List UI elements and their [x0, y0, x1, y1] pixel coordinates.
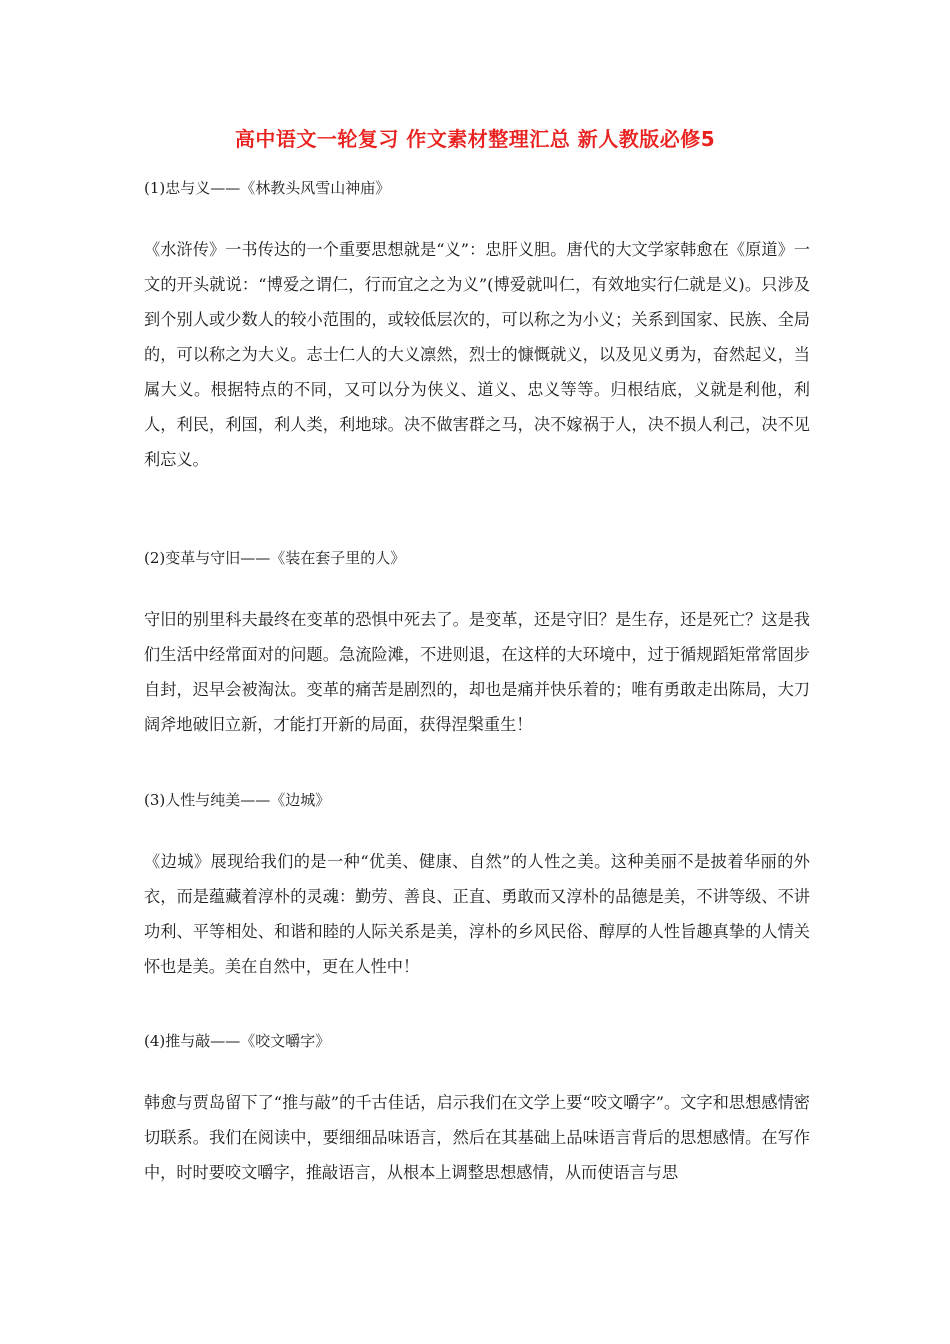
section-body-2: 守旧的别里科夫最终在变革的恐惧中死去了。是变革，还是守旧？是生存，还是死亡？这是我们生活中经常面对的问题。急流险滩，不进则退，在这样的大环境中，过于循规蹈矩常常固步自封，迟早会被淘汰。变革的痛苦是剧烈的，却也是痛并快乐着的；唯有勇敢走出陈局，大刀阔斧地破旧立新，才能打开新的局面，获得涅槃重生！ — [144, 610, 810, 734]
section-body-1: 《水浒传》一书传达的一个重要思想就是“义”：忠肝义胆。唐代的大文学家韩愈在《原道》一文的开头就说：“博爱之谓仁，行而宜之之为义”(博爱就叫仁，有效地实行仁就是义)。只涉及到个别人或少数人的较小范围的，或较低层次的，可以称之为小义；关系到国家、民族、全局的，可以称之为大义。志士仁人的大义凛然，烈士的慷慨就义，以及见义勇为，奋然起义，当属大义。根据特点的不同，又可以分为侠义、道义、忠义等等。归根结底，义就是利他，利人，利民，利国，利人类，利地球。决不做害群之马，决不嫁祸于人，决不损人利己，决不见利忘义。 — [144, 240, 810, 469]
section-body-4: 韩愈与贾岛留下了“推与敲”的千古佳话，启示我们在文学上要“咬文嚼字”。文字和思想感情密切联系。我们在阅读中，要细细品味语言，然后在其基础上品味语言背后的思想感情。在写作中，时时要咬文嚼字，推敲语言，从根本上调整思想感情，从而使语言与思 — [144, 1093, 810, 1182]
document-title: 高中语文一轮复习 作文素材整理汇总 新人教版必修5 — [234, 127, 716, 151]
section-heading-1: (1)忠与义——《林教头风雪山神庙》 — [144, 179, 391, 197]
section-heading-2: (2)变革与守旧——《装在套子里的人》 — [144, 549, 406, 567]
section-body-3: 《边城》展现给我们的是一种“优美、健康、自然”的人性之美。这种美丽不是披着华丽的外衣，而是蕴藏着淳朴的灵魂：勤劳、善良、正直、勇敢而又淳朴的品德是美，不讲等级、不讲功利、平等相处、和谐和睦的人际关系是美，淳朴的乡风民俗、醇厚的人性旨趣真挚的人情关怀也是美。美在自然中，更在人性中！ — [144, 852, 810, 976]
section-heading-3: (3)人性与纯美——《边城》 — [144, 791, 331, 809]
section-heading-4: (4)推与敲——《咬文嚼字》 — [144, 1032, 331, 1050]
